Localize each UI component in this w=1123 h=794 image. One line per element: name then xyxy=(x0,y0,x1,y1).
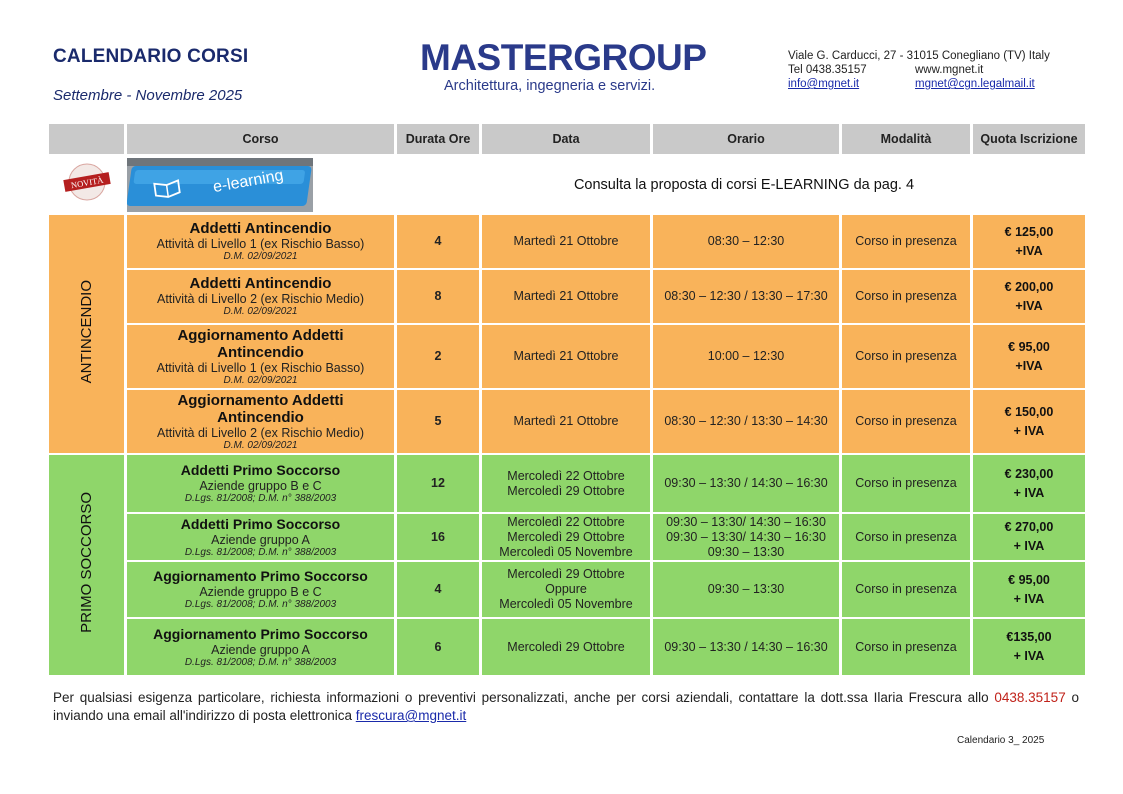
time-cell: 08:30 – 12:30 xyxy=(653,215,839,268)
table-row xyxy=(49,514,1085,560)
header-blank xyxy=(49,124,124,154)
hours-cell: 4 xyxy=(397,215,479,268)
section-label-primo-soccorso: PRIMO SOCCORSO xyxy=(78,492,95,633)
footer-text-1: Per qualsiasi esigenza particolare, richiesta informazioni o preventivi personalizzati, anche per corsi aziendali, contattare la dott.ssa Ilaria Frescura allo xyxy=(53,690,989,705)
date-cell: Mercoledì 22 Ottobre Mercoledì 29 Ottobre Mercoledì 05 Novembre xyxy=(482,514,650,560)
hours-cell: 12 xyxy=(397,455,479,512)
contact-address: Viale G. Carducci, 27 - 31015 Conegliano (TV) Italy xyxy=(788,50,1050,62)
elearning-note: Consulta la proposta di corsi E-LEARNING da pag. 4 xyxy=(573,176,915,193)
table-row xyxy=(49,215,1085,268)
footer-email-link[interactable]: frescura@mgnet.it xyxy=(355,708,467,723)
time-cell: 08:30 – 12:30 / 13:30 – 17:30 xyxy=(653,270,839,323)
time-cell: 10:00 – 12:30 xyxy=(653,325,839,388)
header-data: Data xyxy=(482,124,650,154)
header-modalita: Modalità xyxy=(842,124,970,154)
elearning-keyboard-image xyxy=(127,158,313,212)
mode-cell: Corso in presenza xyxy=(842,455,970,512)
course-cell: Aggiornamento Addetti Antincendio Attività di Livello 2 (ex Rischio Medio) D.M. 02/09/2021 xyxy=(127,390,394,453)
mode-cell: Corso in presenza xyxy=(842,619,970,675)
date-cell: Mercoledì 29 Ottobre xyxy=(482,619,650,675)
mode-cell: Corso in presenza xyxy=(842,215,970,268)
contact-pec-link[interactable]: mgnet@cgn.legalmail.it xyxy=(915,78,1035,90)
mode-cell: Corso in presenza xyxy=(842,514,970,560)
footer-text-2: o inviando una email all'indirizzo di posta elettronica xyxy=(53,690,1079,723)
hours-cell: 4 xyxy=(397,562,479,617)
page-title: CALENDARIO CORSI xyxy=(53,46,249,67)
hours-cell: 16 xyxy=(397,514,479,560)
footer-phone: 0438.35157 xyxy=(994,690,1066,705)
time-cell: 09:30 – 13:30/ 14:30 – 16:30 09:30 – 13:30/ 14:30 – 16:30 09:30 – 13:30 xyxy=(653,514,839,560)
price-cell: €135,00 + IVA xyxy=(973,619,1085,675)
date-cell: Martedì 21 Ottobre xyxy=(482,270,650,323)
contact-website[interactable]: www.mgnet.it xyxy=(915,64,984,76)
mode-cell: Corso in presenza xyxy=(842,325,970,388)
course-cell: Addetti Primo Soccorso Aziende gruppo B e C D.Lgs. 81/2008; D.M. n° 388/2003 xyxy=(127,455,394,512)
contact-block xyxy=(788,49,1050,91)
time-cell: 09:30 – 13:30 / 14:30 – 16:30 xyxy=(653,455,839,512)
price-cell: € 270,00 + IVA xyxy=(973,514,1085,560)
page-subtitle: Settembre - Novembre 2025 xyxy=(53,87,243,104)
hours-cell: 2 xyxy=(397,325,479,388)
price-cell: € 125,00 +IVA xyxy=(973,215,1085,268)
mode-cell: Corso in presenza xyxy=(842,270,970,323)
header-quota: Quota Iscrizione xyxy=(973,124,1085,154)
logo-tagline: Architettura, ingegneria e servizi. xyxy=(444,78,656,94)
section-label-cell xyxy=(49,455,124,675)
table-row xyxy=(49,390,1085,453)
table-row xyxy=(49,455,1085,512)
price-cell: € 95,00 +IVA xyxy=(973,325,1085,388)
course-cell: Addetti Antincendio Attività di Livello 2 (ex Rischio Medio) D.M. 02/09/2021 xyxy=(127,270,394,323)
time-cell: 09:30 – 13:30 / 14:30 – 16:30 xyxy=(653,619,839,675)
price-cell: € 200,00 +IVA xyxy=(973,270,1085,323)
novita-badge-cell xyxy=(49,156,124,213)
section-label-antincendio: ANTINCENDIO xyxy=(78,279,95,384)
date-cell: Martedì 21 Ottobre xyxy=(482,215,650,268)
elearning-image-label: e-learning xyxy=(211,166,285,196)
contact-email-link[interactable]: info@mgnet.it xyxy=(788,78,860,90)
date-cell: Martedì 21 Ottobre xyxy=(482,325,650,388)
table-row xyxy=(49,325,1085,388)
mode-cell: Corso in presenza xyxy=(842,562,970,617)
table-header-row xyxy=(49,124,1085,154)
hours-cell: 8 xyxy=(397,270,479,323)
hours-cell: 6 xyxy=(397,619,479,675)
hours-cell: 5 xyxy=(397,390,479,453)
contact-phone: Tel 0438.35157 xyxy=(788,64,867,76)
course-cell: Addetti Primo Soccorso Aziende gruppo A D.Lgs. 81/2008; D.M. n° 388/2003 xyxy=(127,514,394,560)
mode-cell: Corso in presenza xyxy=(842,390,970,453)
time-cell: 08:30 – 12:30 / 13:30 – 14:30 xyxy=(653,390,839,453)
company-logo xyxy=(420,38,710,100)
footer-note xyxy=(53,689,1079,725)
table-row xyxy=(49,562,1085,617)
time-cell: 09:30 – 13:30 xyxy=(653,562,839,617)
date-cell: Mercoledì 29 Ottobre Oppure Mercoledì 05 Novembre xyxy=(482,562,650,617)
price-cell: € 150,00 + IVA xyxy=(973,390,1085,453)
elearning-image-cell xyxy=(127,156,394,213)
header-orario: Orario xyxy=(653,124,839,154)
course-cell: Aggiornamento Primo Soccorso Aziende gruppo A D.Lgs. 81/2008; D.M. n° 388/2003 xyxy=(127,619,394,675)
page-label: Calendario 3_ 2025 xyxy=(957,735,1045,746)
novita-badge-text: NOVITÀ xyxy=(69,174,104,191)
section-label-cell xyxy=(49,215,124,453)
price-cell: € 230,00 + IVA xyxy=(973,455,1085,512)
price-cell: € 95,00 + IVA xyxy=(973,562,1085,617)
table-row xyxy=(49,270,1085,323)
table-row xyxy=(49,619,1085,675)
elearning-row xyxy=(49,156,1085,213)
novita-badge-icon xyxy=(61,160,113,204)
header-corso: Corso xyxy=(127,124,394,154)
header-durata: Durata Ore xyxy=(397,124,479,154)
course-cell: Aggiornamento Primo Soccorso Aziende gruppo B e C D.Lgs. 81/2008; D.M. n° 388/2003 xyxy=(127,562,394,617)
course-calendar-table xyxy=(46,122,1088,677)
course-cell: Addetti Antincendio Attività di Livello 1 (ex Rischio Basso) D.M. 02/09/2021 xyxy=(127,215,394,268)
logo-name: MASTERGROUP xyxy=(420,37,707,78)
course-cell: Aggiornamento Addetti Antincendio Attività di Livello 1 (ex Rischio Basso) D.M. 02/09/2021 xyxy=(127,325,394,388)
date-cell: Martedì 21 Ottobre xyxy=(482,390,650,453)
date-cell: Mercoledì 22 Ottobre Mercoledì 29 Ottobre xyxy=(482,455,650,512)
